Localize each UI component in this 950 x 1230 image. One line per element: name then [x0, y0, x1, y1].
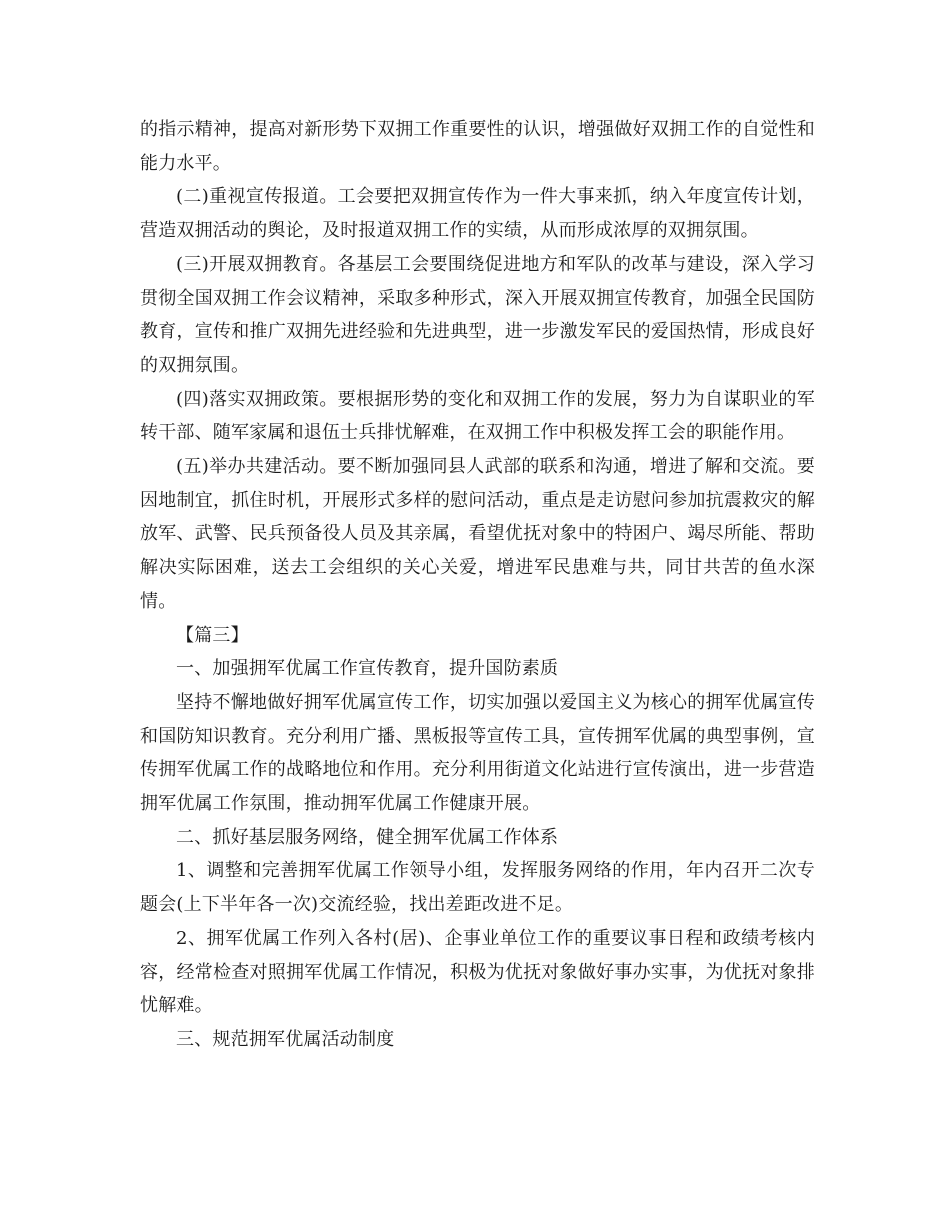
subsection-heading: 二、抓好基层服务网络，健全拥军优属工作体系: [176, 826, 559, 848]
paragraph: 1、调整和完善拥军优属工作领导小组，发挥服务网络的作用，年内召开二次专题会(上下半年各一次)交流经验，找出差距改进不足。: [140, 860, 815, 916]
subsection-heading: 一、加强拥军优属工作宣传教育，提升国防素质: [176, 658, 559, 680]
paragraph: (三)开展双拥教育。各基层工会要围绕促进地方和军队的改革与建设，深入学习贯彻全国双拥工作会议精神，采取多种形式，深入开展双拥宣传教育，加强全民国防教育，宣传和推广双拥先进经验和先进典型，进一步激发军民的爱国热情，形成良好的双拥氛围。: [140, 253, 815, 376]
paragraph: 2、拥军优属工作列入各村(居)、企事业单位工作的重要议事日程和政绩考核内容，经常检查对照拥军优属工作情况，积极为优抚对象做好事办实事，为优抚对象排忧解难。: [140, 927, 815, 1017]
subsection-heading: 三、规范拥军优属活动制度: [176, 1028, 395, 1050]
paragraph: (五)举办共建活动。要不断加强同县人武部的联系和沟通，增进了解和交流。要因地制宜，抓住时机，开展形式多样的慰问活动，重点是走访慰问参加抗震救灾的解放军、武警、民兵预备役人员及其亲属，看望优抚对象中的特困户、竭尽所能、帮助解决实际困难，送去工会组织的关心关爱，增进军民患难与共，同甘共苦的鱼水深情。: [140, 456, 815, 612]
document-body: [140, 113, 815, 1057]
section-heading: 【篇三】: [176, 624, 249, 646]
paragraph: (四)落实双拥政策。要根据形势的变化和双拥工作的发展，努力为自谋职业的军转干部、随军家属和退伍士兵排忧解难，在双拥工作中积极发挥工会的职能作用。: [140, 388, 815, 444]
paragraph: (二)重视宣传报道。工会要把双拥宣传作为一件大事来抓，纳入年度宣传计划，营造双拥活动的舆论，及时报道双拥工作的实绩，从而形成浓厚的双拥氛围。: [140, 186, 815, 242]
paragraph: 的指示精神，提高对新形势下双拥工作重要性的认识，增强做好双拥工作的自觉性和能力水平。: [140, 119, 815, 174]
paragraph: 坚持不懈地做好拥军优属宣传工作，切实加强以爱国主义为核心的拥军优属宣传和国防知识教育。充分利用广播、黑板报等宣传工具，宣传拥军优属的典型事例，宣传拥军优属工作的战略地位和作用。充分利用街道文化站进行宣传演出，进一步营造拥军优属工作氛围，推动拥军优属工作健康开展。: [140, 691, 815, 815]
